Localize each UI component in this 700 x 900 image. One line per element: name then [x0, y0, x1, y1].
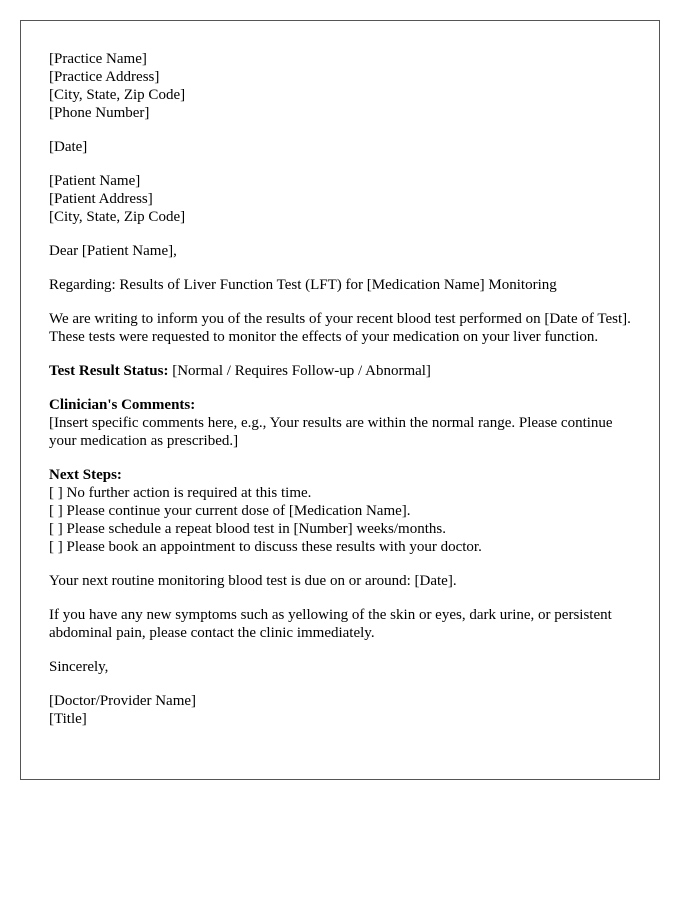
signature-block [49, 692, 631, 728]
letter [20, 20, 660, 780]
practice-address: [Practice Address] [49, 69, 160, 85]
patient-name: [Patient Name] [49, 173, 141, 189]
result-status-value: [Normal / Requires Follow-up / Abnormal] [168, 363, 431, 379]
date-text: [Date] [49, 139, 88, 155]
clinician-comments-body: [Insert specific comments here, e.g., Your results are within the normal range. Please continue your medication as prescribed.] [49, 415, 613, 449]
salutation: Dear [Patient Name], [49, 243, 177, 259]
practice-name: [Practice Name] [49, 51, 147, 67]
signature-name: [Doctor/Provider Name] [49, 693, 197, 709]
practice-city-state-zip: [City, State, Zip Code] [49, 87, 186, 103]
next-step-item: [ ] No further action is required at this time. [49, 485, 312, 501]
next-step-item: [ ] Please book an appointment to discuss these results with your doctor. [49, 539, 482, 555]
patient-city-state-zip: [City, State, Zip Code] [49, 209, 186, 225]
clinician-comments-section [49, 396, 631, 450]
signature-title: [Title] [49, 711, 87, 727]
result-status-label: Test Result Status: [49, 363, 169, 379]
next-step-item: [ ] Please continue your current dose of [Medication Name]. [49, 503, 411, 519]
sender-address-block [49, 50, 631, 122]
practice-phone: [Phone Number] [49, 105, 150, 121]
next-steps-section [49, 466, 631, 556]
subject-line: Regarding: Results of Liver Function Test (LFT) for [Medication Name] Monitoring [49, 277, 557, 293]
next-step-item: [ ] Please schedule a repeat blood test in [Number] weeks/months. [49, 521, 446, 537]
recipient-address-block [49, 172, 631, 226]
closing: Sincerely, [49, 659, 109, 675]
symptoms-notice: If you have any new symptoms such as yellowing of the skin or eyes, dark urine, or persistent abdominal pain, please contact the clinic immediately. [49, 607, 612, 641]
next-test-due: Your next routine monitoring blood test is due on or around: [Date]. [49, 573, 457, 589]
patient-address: [Patient Address] [49, 191, 153, 207]
letter-date [49, 138, 631, 156]
clinician-comments-heading: Clinician's Comments: [49, 397, 196, 413]
intro-paragraph: We are writing to inform you of the results of your recent blood test performed on [Date of Test]. These tests were requested to monitor the effects of your medication on your liver function. [49, 311, 631, 345]
test-result-status [49, 362, 631, 380]
next-steps-heading: Next Steps: [49, 467, 122, 483]
